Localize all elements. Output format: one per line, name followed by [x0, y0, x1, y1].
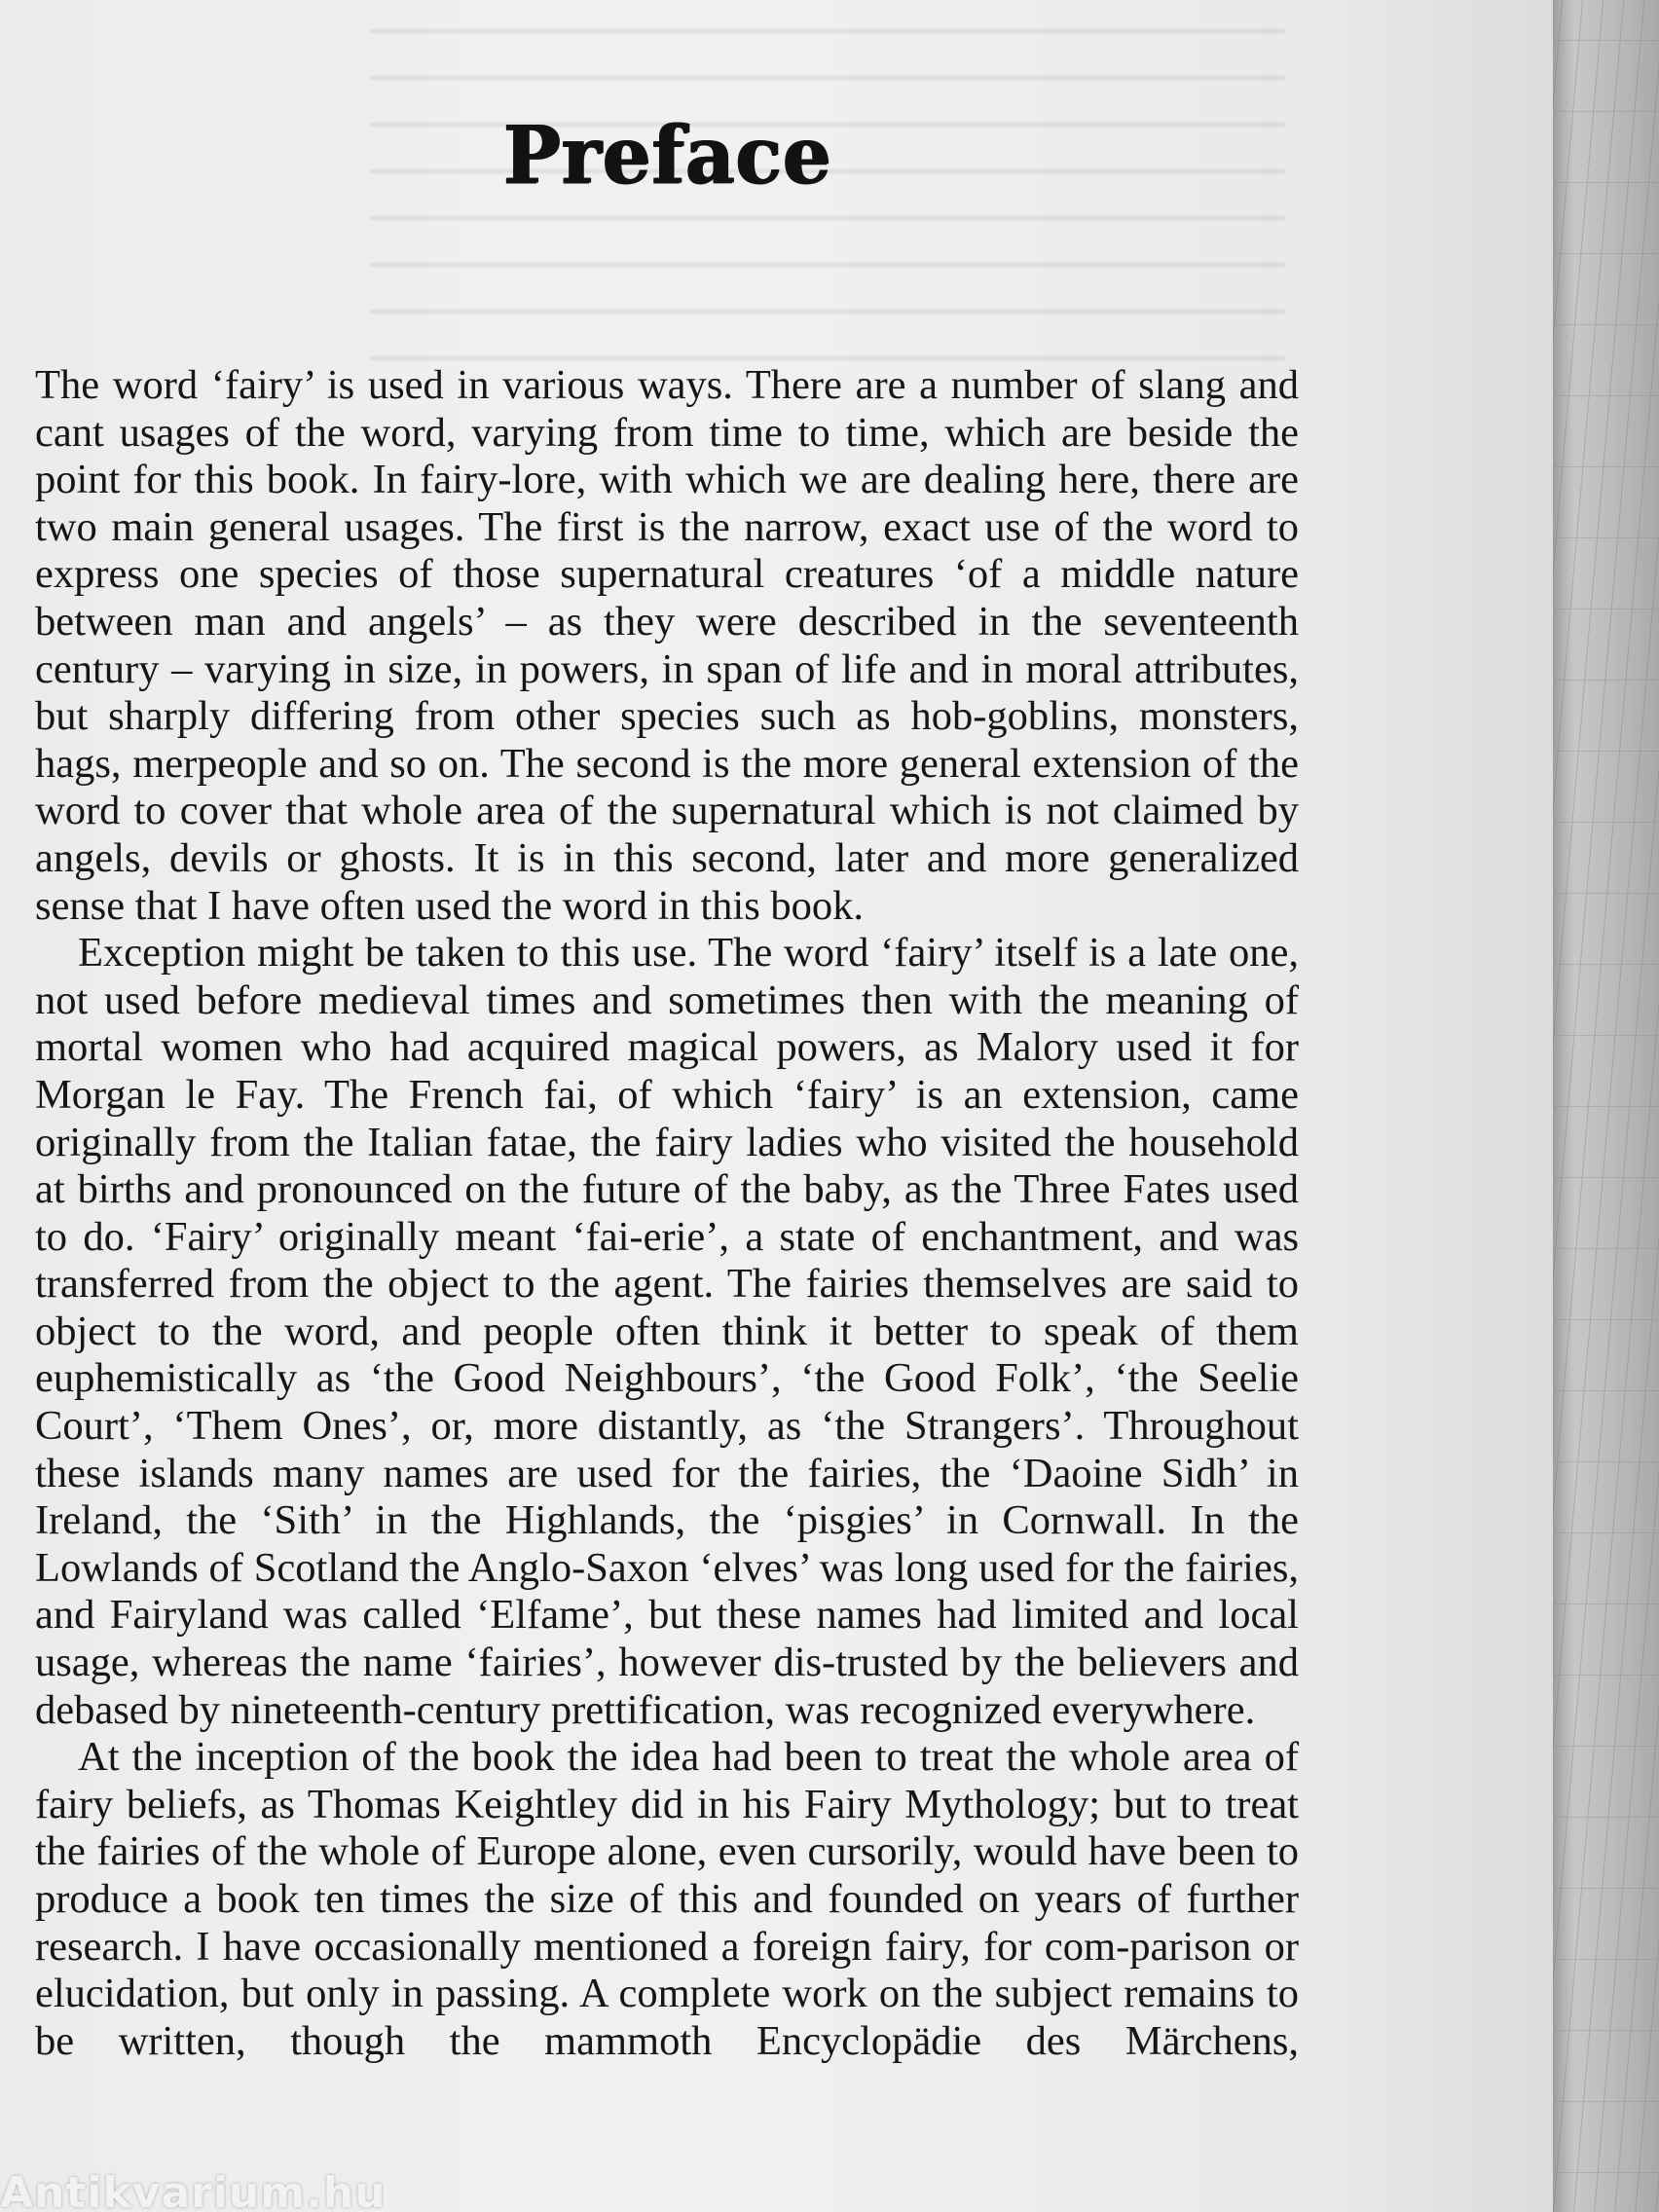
paragraph: Exception might be taken to this use. The word ‘fairy’ itself is a late one, not used before medieval times and sometimes then with the meaning of mortal women who had acquired magical powers, as Malory used it for Morgan le Fay. The French fai, of which ‘fairy’ is an extension, came originally from the Italian fatae, the fairy ladies who visited the household at births and pronounced on the future of the baby, as the Three Fates used to do. ‘Fairy’ originally meant ‘fai-erie’, a state of enchantment, and was transferred from the object to the agent. The fairies themselves are said to object to the word, and people often think it better to speak of them euphemistically as ‘the Good Neighbours’, ‘the Good Folk’, ‘the Seelie Court’, ‘Them Ones’, or, more distantly, as ‘the Strangers’. Throughout these islands many names are used for the fairies, the ‘Daoine Sidh’ in Ireland, the ‘Sith’ in the Highlands, the ‘pisgies’ in Cornwall. In the Lowlands of Scotland the Anglo-Saxon ‘elves’ was long used for the fairies, and Fairyland was called ‘Elfame’, but these names had limited and local usage, whereas the name ‘fairies’, however dis-trusted by the believers and debased by nineteenth-century prettification, was recognized everywhere.	[35, 930, 1299, 1733]
page-title-text: Preface	[502, 108, 831, 203]
paragraph: The word ‘fairy’ is used in various ways. There are a number of slang and cant usages of the word, varying from time to time, which are beside the point for this book. In fairy-lore, with which we are dealing here, there are two main general usages. The first is the narrow, exact use of the word to express one species of those supernatural creatures ‘of a middle nature between man and angels’ – as they were described in the seventeenth century – varying in size, in powers, in span of life and in moral attributes, but sharply differing from other species such as hob-goblins, monsters, hags, merpeople and so on. The second is the more general extension of the word to cover that whole area of the supernatural which is not claimed by angels, devils or ghosts. It is in this second, later and more generalized sense that I have often used the word in this book.	[35, 362, 1299, 929]
paragraph: At the inception of the book the idea had been to treat the whole area of fairy beliefs, as Thomas Keightley did in his Fairy Mythology; but to treat the fairies of the whole of Europe alone, even cursorily, would have been to produce a book ten times the size of this and founded on years of further research. I have occasionally mentioned a foreign fairy, for com-parison or elucidation, but only in passing. A complete work on the subject remains to be written, though the mammoth Encyclopädie des Märchens,	[35, 1734, 1299, 2064]
page-title	[0, 109, 1334, 203]
body-text	[35, 362, 1299, 2065]
gutter-texture	[1553, 0, 1659, 2212]
watermark: Antikvarium.hu	[0, 2168, 387, 2212]
book-gutter	[1553, 0, 1659, 2212]
